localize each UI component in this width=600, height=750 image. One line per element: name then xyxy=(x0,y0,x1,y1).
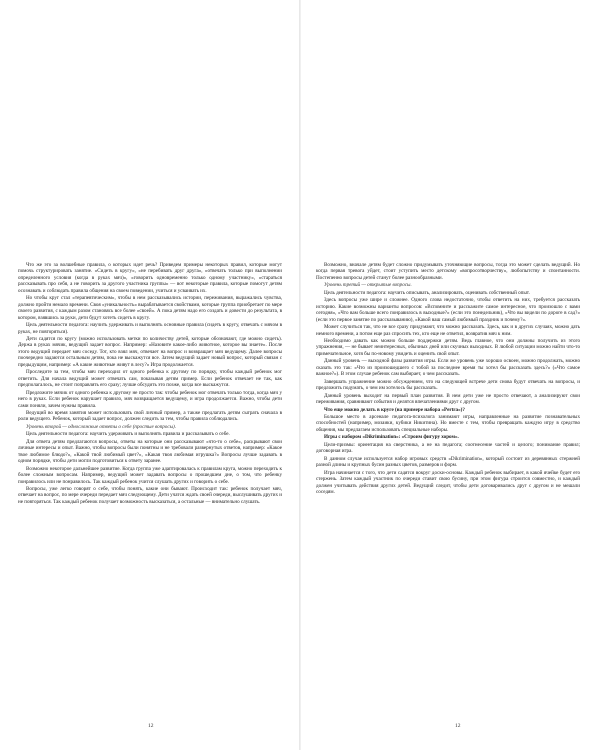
paragraph: Дети садятся по кругу (можно использовать метки по количеству детей, которые обозначают, где можно сидеть). Держа в руках мячик, ведущий задает вопрос. Например: «Назовите какое-либо животное, которое вы знаете». После этого ведущий передает мяч соседу. Тот, кто взял мяч, отвечает на вопрос и возвращает мяч ведущему. Далее вопросы поочередно задаются остальным детям, пока не выскажутся все. Затем ведущий задает новый вопрос, который связан с предыдущим, например: «А какие животные живут в лесу?» Игра продолжается. xyxy=(18,335,282,368)
paragraph: Но чтобы круг стал «терапевтическим», чтобы в нем рассказывались истории, переживания, выражались чувства, должно пройти немало времени. Своя «уникальность» вырабатывается свойствами, которые группа приобретает по мере своего развития, с каждым разом становясь все более «своей». А пока детям надо его создать и довести до результата, в котором, взявшись за руки, дети будут хотеть сидеть в кругу. xyxy=(18,295,282,321)
paragraph: Возможно некоторое дальнейшее развитие. Когда группа уже адаптировалась к правилам круга, можно переходить к более сложным вопросам. Например, ведущий может задавать вопросы о прошедшем дне, о том, что ребенку понравилось или не понравилось. Так каждый ребенок учится слушать других и говорить о себе. xyxy=(18,465,282,485)
paragraph: Завершать упражнение можно обсуждением, что на следующей встрече дети снова будут отвечать на вопросы, и предложить подумать, о чем им хотелось бы рассказать. xyxy=(316,378,580,392)
page-number-right: 12 xyxy=(455,723,461,729)
left-page xyxy=(18,262,282,702)
paragraph: Возможно, вначале детям будет сложно придумывать уточняющие вопросы, тогда это может сделать ведущий. Но когда первая тревога уйдет, стоит уступить место детскому «вопросотворчеству», любопытству и спонтанности. Постепенно вопросы детей станут более разнообразными. xyxy=(316,262,580,281)
section-heading: Что еще можно делать в круге (на примере набора «Pertra»)? xyxy=(324,406,465,413)
paragraph: Большое место в арсенале педагога-психолога занимают игры, направленные на развитие познавательных способностей (например, мозаики, кубики Никитина). Но вместе с тем, чтобы превращать каждую игру в средство общения, мы предлагаем использовать специальные наборы. xyxy=(316,413,580,433)
paragraph: Цели-призмы: ориентация на сверстника, а не на педагога; соотнесение частей и целого; понимание правил; договорная игра. xyxy=(316,441,580,455)
subsection-title: Уровень второй — односложные ответы о себе (простые вопросы). xyxy=(26,423,177,430)
paragraph: Может случиться так, что не все сразу придумают, что можно рассказать. Здесь, как и в других случаях, можно дать немного времени, а потом еще раз спросить тех, кто еще не ответил, возвратив мяч к ним. xyxy=(316,324,580,337)
paragraph: Цель деятельности педагога: научить удерживать и выполнять правила и рассказывать о себе. xyxy=(26,431,230,438)
paragraph: Цель деятельности педагога: научить описывать, анализировать, оценивать собственный опыт. xyxy=(324,289,530,296)
paragraph: Цель деятельности педагога: научить удерживать и выполнять основные правила (сидеть в кругу, отвечать с мячом в руках, не повторяться). xyxy=(18,322,282,335)
right-page xyxy=(316,262,580,702)
paragraph: Данный уровень — выходной фазы развития игры. Если же уровень уже хорошо освоен, можно продолжать, можно сказать это так: «Что из произошедшего с тобой за последнее время ты хотел бы рассказать здесь?» («Что самое важное?»). В этом случае ребенок сам выбирает, о чем рассказать. xyxy=(316,358,580,378)
paragraph: Здесь вопросы уже шире и сложнее. Одного слова недостаточно, чтобы ответить на них, требуется рассказать историю. Какие возможны варианты вопросов: «Вспомните и расскажите самое интересное, что произошло с вами сегодня», «Что вам больше всего понравилось в выходные?» (если это понедельник), «Что вы видели по дороге в сад?» (если это первое занятие по рассказыванию), «Какой ваш самый любимый праздник и почему?». xyxy=(316,297,580,323)
paragraph: Игра начинается с того, что дети садятся вокруг доски-основы. Каждый ребенок выбирает, в какой ячейке будет его стержень. Затем каждый участник по очереди ставит свою бусину, при этом фигура строится совместно, и каждый должен учитывать действия других детей. Ведущий следит, чтобы дети договаривались друг с другом и не мешали соседям. xyxy=(316,469,580,495)
paragraph: Вопросы, уже легко говорят о себе, чтобы понять, какие они бывают. Происходит так: ребенок получает мяч, отвечает на вопрос, по мере очереди передает мяч следующему. Дети учатся ждать своей очереди, выслушивать других и не повторяться. Так каждый ребенок получает возможность высказаться, а остальные — внимательно слушать. xyxy=(18,485,282,505)
page-number-left: 12 xyxy=(148,723,154,729)
subsection-title: Уровень третий — открытые вопросы. xyxy=(324,282,412,289)
paragraph: В данном случае используется набор игровых средств «Dikrimination», который состоит из деревянных стержней разной длины и крупных бусин разных цветов, размеров и форм. xyxy=(316,455,580,469)
paragraph: Что же это за волшебные правила, о которых идет речь? Приведем примеры некоторых правил, которые могут помочь структурировать занятие. «Сидеть в кругу», «не перебивать друг друга», «отвечать только при выполнении определенного условия (когда в руках мяч)», «говорить одновременно только одному участнику», «стараться рассказывать про себя, а не говорить за другого участника группы» — вот некоторые правила, которые помогут детям осознавать и соблюдать правила общения на своем поведении, учиться и усваивать их. xyxy=(18,262,282,294)
page-gutter xyxy=(299,0,301,750)
paragraph: Для ответа детям предлагаются вопросы, ответы на которые они рассказывают «что-то о себе», раскрывают свои личные интересы и опыт. Важно, чтобы вопросы были понятны и не требовали развернутых ответов, например: «Какое твое любимое блюдо?», «Какой твой любимый цвет?», «Какая твоя любимая игрушка?» Вопросы лучше задавать в одном порядке, чтобы дети могли подготовиться к ответу заранее. xyxy=(18,438,282,465)
game-title: Игры с набором «Dikrimination»: «Строим фигуру хором». xyxy=(324,434,459,441)
paragraph: Предложите мячик от одного ребенка к другому не просто так: чтобы ребенок мог отвечать только тогда, когда мяч у него в руках. Если ребенок нарушает правило, мяч возвращается ведущему, и игра продолжается. Важно, чтобы дети сами поняли, зачем нужны правила. xyxy=(18,389,282,409)
paragraph: Ведущий во время занятия может использовать свой личный пример, а также предлагать детям сыграть сначала в роли ведущего. Ребенок, который задает вопрос, должен следить за тем, чтобы правила соблюдались. xyxy=(18,409,282,423)
paragraph: Данный уровень выходит на первый план развития. В нем дети уже не просто отвечают, а анализируют свои переживания, сравнивают события и делятся впечатлениями друг с другом. xyxy=(316,392,580,406)
paragraph: Необходимо давать как можно больше поддержки детям. Ведь главное, что они должны получить из этого упражнения, — не бывает неинтересных, обычных дней или скучных выходных. В любой ситуации можно найти что-то примечательное, хотя бы по-новому увидеть и оценить свой опыт. xyxy=(316,337,580,357)
paragraph: Проследите за тем, чтобы мяч переходил от одного ребенка к другому по порядку, чтобы каждый ребенок мог ответить. Для начала ведущий может отвечать сам, показывая детям пример. Если ребенок отвечает не так, как предполагалось, не стоит поправлять его сразу; лучше обсудить это позже, когда все выскажутся. xyxy=(18,369,282,389)
